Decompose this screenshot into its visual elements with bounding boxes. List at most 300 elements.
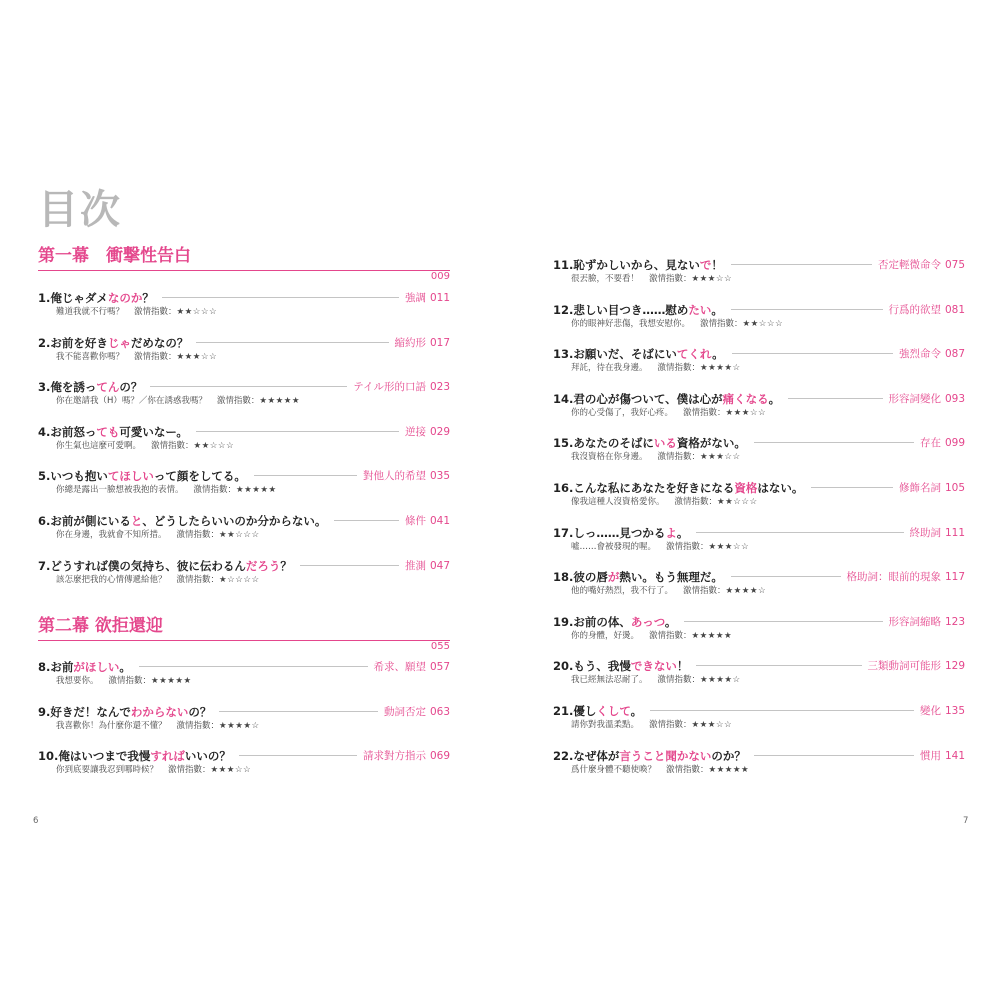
entry-title-highlight: ても <box>96 424 120 439</box>
entry-rating-stars: ★★☆☆☆ <box>742 318 784 329</box>
entry-title-highlight: てくれ <box>676 347 713 362</box>
toc-entry[interactable] <box>38 377 450 413</box>
entry-title <box>38 466 246 486</box>
entry-title <box>38 511 326 531</box>
toc-entry[interactable] <box>553 478 965 514</box>
chapter-rule <box>38 640 450 641</box>
entry-translation: 你總是露出一臉想被我抱的表情。 <box>56 485 184 496</box>
entry-page-number: 063 <box>429 705 450 718</box>
toc-entry[interactable] <box>553 656 965 692</box>
entry-title-text: いつも抱い <box>50 469 108 484</box>
entry-rating-label: 激情指數： <box>176 530 220 540</box>
entry-page-number: 023 <box>429 381 450 394</box>
entry-title <box>553 523 688 543</box>
entry-title <box>38 556 292 576</box>
entry-title-text: お前の体、 <box>573 614 631 629</box>
chapter-page-number: 009 <box>430 271 450 282</box>
entry-title-text: お前 <box>50 660 74 674</box>
entry-title-text: 俺はいつまで我慢 <box>58 749 151 764</box>
entry-title-highlight: わからない <box>130 704 189 719</box>
entry-leader-line <box>139 666 368 667</box>
entry-leader-line <box>788 398 883 399</box>
entry-translation: 該怎麼把我的心情傳遞給他？ <box>56 574 167 585</box>
entry-title-text: だめなの？ <box>130 335 189 350</box>
entry-subline <box>571 719 732 732</box>
entry-title-text: 俺を誘っ <box>50 380 97 395</box>
entry-subline <box>56 395 300 408</box>
entry-subline <box>571 451 741 464</box>
entry-grammar-point: 動詞否定 <box>384 705 426 718</box>
entry-rating-stars: ★★☆☆☆ <box>193 440 235 451</box>
entry-rating-stars: ★★★★★ <box>259 396 301 407</box>
toc-entry-main <box>553 612 965 632</box>
entry-rating-stars: ★★★★☆ <box>700 675 741 686</box>
entry-rating-label: 激情指數： <box>683 407 726 418</box>
entry-leader-line <box>650 710 914 711</box>
toc-entry[interactable] <box>553 567 965 603</box>
toc-entry[interactable] <box>553 701 965 737</box>
toc-entry[interactable] <box>38 288 450 324</box>
entry-title-text: の？ <box>119 380 143 395</box>
entry-page-number: 141 <box>944 749 965 762</box>
entry-page-number: 081 <box>944 303 965 316</box>
entry-title-text: いいの？ <box>184 749 231 764</box>
entry-title-text: 可愛いなー。 <box>119 424 188 439</box>
entry-subline <box>571 630 732 643</box>
entry-title-text: のか？ <box>711 748 746 763</box>
entry-number: 13. <box>553 347 574 362</box>
entry-number: 4. <box>38 424 51 439</box>
entry-title <box>38 333 188 353</box>
entry-title <box>553 746 746 766</box>
entry-title-highlight: がほしい <box>73 660 120 674</box>
entry-grammar-point: 請求對方指示 <box>363 750 426 763</box>
entry-subline <box>56 306 217 319</box>
entry-title-highlight: 痛くなる <box>722 391 769 406</box>
entry-leader-line <box>300 565 399 566</box>
entry-translation: 難道我就不行嗎？ <box>56 307 125 317</box>
toc-entry-main <box>38 333 450 353</box>
entry-translation: 請你對我溫柔點。 <box>571 720 640 730</box>
entry-rating-label: 激情指數： <box>216 396 260 407</box>
entry-rating-stars: ★★★★☆ <box>700 363 741 374</box>
entry-title <box>553 344 724 364</box>
entry-title-text: の？ <box>188 704 212 719</box>
entry-page-number: 093 <box>944 392 965 405</box>
entry-rating-stars: ★☆☆☆☆ <box>219 574 260 585</box>
entry-rating-label: 激情指數： <box>657 675 701 686</box>
entry-leader-line <box>731 576 841 577</box>
entry-rating-label: 激情指數： <box>683 586 726 597</box>
entry-subline <box>56 351 217 364</box>
entry-title-text: 優し <box>573 704 597 718</box>
entry-subline <box>571 362 741 375</box>
toc-entry-main <box>553 255 965 275</box>
entry-title-highlight: じゃ <box>107 335 131 350</box>
entry-title-text: ！ <box>711 258 723 272</box>
entry-leader-line <box>254 475 357 476</box>
toc-entry-main <box>553 478 965 498</box>
entry-leader-line <box>696 532 904 533</box>
entry-title-highlight: 言うこと聞かない <box>619 748 712 763</box>
entry-title <box>553 656 688 676</box>
entry-subline <box>571 541 749 554</box>
toc-entry[interactable] <box>38 511 450 547</box>
entry-translation: 很丟臉，不要看！ <box>571 274 640 284</box>
entry-title-text: 君の心が傷ついて、僕は心が <box>573 391 723 406</box>
toc-entry-main <box>553 344 965 364</box>
entry-rating-label: 激情指數： <box>649 720 692 730</box>
entry-page-number: 087 <box>944 348 965 361</box>
entry-translation: 我沒資格在你身邊。 <box>571 452 648 463</box>
entry-title-text: ！ <box>676 659 689 674</box>
entry-number: 21. <box>553 704 574 718</box>
entry-title <box>553 612 676 632</box>
entry-translation: 我不能喜歡你嗎？ <box>56 351 125 362</box>
entry-title-highlight: だろう <box>245 558 281 573</box>
entry-rating-label: 激情指數： <box>193 485 237 496</box>
entry-rating-label: 激情指數： <box>176 720 220 731</box>
entry-translation: 你到底要讓我忍到哪時候？ <box>56 765 159 776</box>
entry-title-text: 恥ずかしいから、見ない <box>573 258 700 272</box>
toc-entry-main <box>553 389 965 409</box>
entry-title <box>553 478 803 498</box>
entry-title-text: って顔をしてる。 <box>153 469 246 484</box>
entry-rating-label: 激情指數： <box>151 440 194 451</box>
entry-number: 6. <box>38 514 51 528</box>
entry-leader-line <box>239 755 357 756</box>
entry-title-highlight: てん <box>96 380 120 395</box>
entry-rating-stars: ★★★★★ <box>236 485 277 496</box>
entry-translation: 他的嘴好熱烈，我不行了。 <box>571 586 674 597</box>
entry-number: 18. <box>553 570 574 585</box>
entry-grammar-point: 存在 <box>920 437 941 450</box>
entry-title <box>38 746 231 766</box>
toc-entry[interactable] <box>553 344 965 380</box>
toc-entry-main <box>38 657 450 677</box>
entry-page-number: 069 <box>429 750 450 763</box>
entry-translation: 你在邀請我（H）嗎？／你在誘惑我嗎？ <box>56 396 207 407</box>
entry-subline <box>571 318 783 331</box>
toc-entry-main <box>38 466 450 486</box>
entry-rating-label: 激情指數： <box>666 541 709 552</box>
entry-page-number: 011 <box>429 292 450 304</box>
entry-leader-line <box>811 487 893 488</box>
entry-number: 8. <box>38 660 51 674</box>
entry-title-text: 。 <box>630 704 643 718</box>
entry-grammar-point: 形容詞變化 <box>888 392 941 405</box>
entry-number: 10. <box>38 749 59 764</box>
entry-translation: 你在身邊，我就會不知所措。 <box>56 530 167 540</box>
toc-entry[interactable] <box>553 612 965 648</box>
entry-number: 3. <box>38 380 51 395</box>
chapter-title: 第二幕 欲拒還迎 <box>38 616 163 636</box>
entry-title-highlight: いる <box>653 436 677 451</box>
entry-rating-label: 激情指數： <box>649 274 692 284</box>
entry-number: 19. <box>553 614 574 629</box>
toc-entry[interactable] <box>553 389 965 425</box>
entry-leader-line <box>731 309 883 310</box>
entry-rating-label: 激情指數： <box>700 318 743 329</box>
entry-page-number: 035 <box>429 470 450 483</box>
entry-page-number: 041 <box>429 515 450 527</box>
entry-rating-stars: ★★★★☆ <box>219 720 260 731</box>
entry-subline <box>571 496 758 509</box>
entry-grammar-point: 變化 <box>920 705 941 717</box>
page-title: 目次 <box>38 187 122 233</box>
entry-page-number: 135 <box>944 705 965 717</box>
page-number-left: 6 <box>33 816 39 826</box>
toc-entry[interactable] <box>553 433 965 469</box>
entry-title-text: 。 <box>711 302 723 317</box>
entry-title-text: 。 <box>676 525 689 540</box>
entry-title-text: どうすれば僕の気持ち、彼に伝わるん <box>50 558 246 573</box>
entry-title-text: 資格がない。 <box>676 436 746 451</box>
entry-title-text: はない。 <box>757 481 804 495</box>
entry-number: 1. <box>38 291 51 305</box>
entry-number: 2. <box>38 335 51 350</box>
entry-leader-line <box>754 442 914 443</box>
entry-title-highlight: 資格 <box>734 481 758 495</box>
entry-grammar-point: 三類動詞可能形 <box>867 660 941 673</box>
entry-title <box>38 377 142 397</box>
entry-title <box>38 288 154 308</box>
entry-title-highlight: たい <box>688 302 712 317</box>
entry-rating-stars: ★★★☆☆ <box>210 765 252 776</box>
entry-subline <box>56 720 260 733</box>
entry-grammar-point: テイル形的口語 <box>353 381 426 394</box>
entry-grammar-point: 格助詞：眼前的現象 <box>846 571 941 584</box>
entry-subline <box>571 585 766 598</box>
entry-title <box>553 389 780 409</box>
toc-entry-main <box>38 288 450 308</box>
entry-page-number: 057 <box>429 661 450 673</box>
entry-title-text: 。 <box>664 614 677 629</box>
entry-title-highlight: が <box>607 570 620 585</box>
entry-title-text: 。 <box>712 347 724 362</box>
entry-rating-stars: ★★★☆☆ <box>176 351 218 362</box>
entry-rating-label: 激情指數： <box>134 307 177 317</box>
entry-translation: 我喜歡你！為什麼你還不懂？ <box>56 720 167 731</box>
entry-subline <box>56 764 251 777</box>
entry-title-text: こんな私にあなたを好きになる <box>573 481 735 495</box>
entry-rating-label: 激情指數： <box>657 452 701 463</box>
entry-title-text: ？ <box>280 558 292 573</box>
entry-title-text: しっ……見つかる <box>573 525 666 540</box>
toc-entry-main <box>553 746 965 766</box>
entry-rating-stars: ★★★★☆ <box>725 586 767 597</box>
entry-leader-line <box>150 386 347 387</box>
chapter-heading <box>38 616 450 652</box>
entry-number: 22. <box>553 748 574 763</box>
entry-number: 5. <box>38 469 51 484</box>
entry-title-highlight: なのか <box>107 291 143 305</box>
entry-title-text: 熱い。もう無理だ。 <box>619 570 723 585</box>
toc-entry-main <box>553 300 965 320</box>
entry-rating-stars: ★★★☆☆ <box>700 452 741 463</box>
entry-grammar-point: 縮約形 <box>394 336 426 349</box>
toc-entry[interactable] <box>38 702 450 738</box>
entry-grammar-point: 條件 <box>405 515 426 527</box>
entry-rating-label: 激情指數： <box>108 676 152 686</box>
entry-subline <box>571 764 749 777</box>
entry-title-text: お願いだ、そばにい <box>573 347 677 362</box>
entry-title-text: お前が側にいる <box>50 514 131 528</box>
entry-translation: 噓……會被發現的喔。 <box>571 541 657 552</box>
entry-page-number: 129 <box>944 660 965 673</box>
entry-subline <box>571 407 766 420</box>
toc-entry[interactable] <box>553 523 965 559</box>
entry-title-text: 悲しい目つき……慰め <box>573 302 689 317</box>
entry-title-highlight: できない <box>630 659 677 674</box>
entry-page-number: 111 <box>944 526 965 539</box>
entry-subline <box>56 675 192 688</box>
entry-title <box>553 701 642 721</box>
entry-subline <box>56 574 260 587</box>
entry-rating-label: 激情指數： <box>168 765 211 776</box>
entry-rating-label: 激情指數： <box>176 574 220 585</box>
toc-entry-main <box>38 556 450 576</box>
entry-title-highlight: すれば <box>150 749 185 764</box>
entry-title-highlight: あっつ <box>630 614 665 629</box>
chapter-heading <box>38 246 450 282</box>
entry-title <box>38 702 211 722</box>
entry-rating-stars: ★★★☆☆ <box>691 274 733 284</box>
entry-page-number: 099 <box>944 437 965 450</box>
entry-translation: 我已經無法忍耐了。 <box>571 675 648 686</box>
chapter-title: 第一幕 衝撃性告白 <box>38 246 191 266</box>
entry-leader-line <box>196 431 399 432</box>
entry-title-highlight: くして <box>596 704 631 718</box>
entry-translation: 你生氣也這麼可愛啊。 <box>56 440 142 451</box>
entry-title-text: 好きだ！なんで <box>50 704 131 719</box>
toc-entry-main <box>38 511 450 531</box>
entry-rating-stars: ★★★★★ <box>708 764 750 775</box>
entry-rating-stars: ★★☆☆☆ <box>219 530 260 540</box>
entry-page-number: 047 <box>429 559 450 572</box>
entry-translation: 你的心受傷了，我好心疼。 <box>571 407 674 418</box>
entry-rating-stars: ★★★★★ <box>691 630 733 641</box>
entry-page-number: 123 <box>944 615 965 628</box>
entry-grammar-point: 否定輕微命令 <box>878 259 941 271</box>
entry-title-highlight: で <box>699 258 712 272</box>
toc-entry[interactable] <box>38 556 450 592</box>
entry-page-number: 017 <box>429 336 450 349</box>
entry-translation: 像我這種人沒資格愛你。 <box>571 497 665 507</box>
entry-title <box>553 300 723 320</box>
entry-leader-line <box>684 621 883 622</box>
entry-rating-label: 激情指數： <box>674 497 718 507</box>
entry-title-text: お前怒っ <box>50 424 97 439</box>
entry-translation: 爲什麼身體不聽使喚？ <box>571 764 657 775</box>
entry-number: 9. <box>38 704 51 719</box>
entry-number: 20. <box>553 659 574 674</box>
entry-title-text: お前を好き <box>50 335 108 350</box>
entry-translation: 我想要你。 <box>56 676 99 686</box>
entry-title-text: あなたのそばに <box>573 436 654 451</box>
entry-rating-stars: ★★★☆☆ <box>725 407 767 418</box>
toc-entry[interactable] <box>38 466 450 502</box>
entry-page-number: 029 <box>429 425 450 438</box>
entry-leader-line <box>162 297 399 298</box>
entry-number: 12. <box>553 302 574 317</box>
page-number-right: 7 <box>963 816 969 826</box>
entry-rating-stars: ★★★★★ <box>151 676 192 686</box>
entry-translation: 拜託，待在我身邊。 <box>571 363 648 374</box>
entry-page-number: 105 <box>944 482 965 494</box>
toc-entry-main <box>38 422 450 442</box>
entry-grammar-point: 逆接 <box>405 425 426 438</box>
entry-translation: 你的眼神好悲傷，我想安慰你。 <box>571 318 691 329</box>
toc-entry[interactable] <box>553 255 965 291</box>
toc-entry-main <box>38 746 450 766</box>
entry-page-number: 117 <box>944 571 965 584</box>
entry-title-text: 彼の唇 <box>573 570 608 585</box>
entry-leader-line <box>219 711 378 712</box>
entry-leader-line <box>731 264 872 265</box>
entry-rating-label: 激情指數： <box>649 630 692 641</box>
entry-page-number: 075 <box>944 259 965 271</box>
toc-entry[interactable] <box>38 746 450 782</box>
entry-grammar-point: 慣用 <box>920 749 941 762</box>
toc-entry-main <box>38 377 450 397</box>
entry-rating-label: 激情指數： <box>657 363 701 374</box>
entry-title-text: 。 <box>119 660 131 674</box>
entry-subline <box>571 273 732 286</box>
entry-number: 16. <box>553 481 574 495</box>
toc-entry-main <box>38 702 450 722</box>
entry-title <box>38 422 188 442</box>
entry-number: 15. <box>553 436 574 451</box>
entry-title-text: 俺じゃダメ <box>50 291 108 305</box>
entry-grammar-point: 行爲的欲望 <box>888 303 941 316</box>
entry-grammar-point: 強烈命令 <box>899 348 941 361</box>
entry-rating-label: 激情指數： <box>134 351 177 362</box>
entry-grammar-point: 形容詞縮略 <box>888 615 941 628</box>
entry-title <box>553 567 723 587</box>
toc-entry[interactable] <box>553 300 965 336</box>
entry-grammar-point: 終助詞 <box>909 526 941 539</box>
entry-title-highlight: よ <box>665 525 677 540</box>
entry-title-highlight: と <box>130 514 143 528</box>
toc-entry-main <box>553 523 965 543</box>
entry-subline <box>56 529 260 542</box>
entry-number: 7. <box>38 558 51 573</box>
toc-entry[interactable] <box>38 333 450 369</box>
entry-number: 14. <box>553 391 574 406</box>
entry-grammar-point: 修飾名詞 <box>899 482 941 494</box>
entry-title-text: 。 <box>768 391 781 406</box>
entry-rating-stars: ★★☆☆☆ <box>717 497 758 507</box>
toc-entry-main <box>553 433 965 453</box>
entry-title-text: もう、我慢 <box>573 659 631 674</box>
entry-number: 17. <box>553 525 574 540</box>
entry-subline <box>56 440 234 453</box>
entry-rating-stars: ★★★☆☆ <box>708 541 750 552</box>
entry-rating-stars: ★★★☆☆ <box>691 720 733 730</box>
entry-grammar-point: 希求、願望 <box>373 661 426 673</box>
toc-entry[interactable] <box>38 422 450 458</box>
toc-entry[interactable] <box>38 657 450 693</box>
entry-subline <box>56 484 277 497</box>
entry-title <box>38 657 131 677</box>
toc-entry[interactable] <box>553 746 965 782</box>
toc-entry-main <box>553 656 965 676</box>
entry-grammar-point: 對他人的希望 <box>363 470 426 483</box>
entry-leader-line <box>732 353 893 354</box>
entry-title <box>553 255 723 275</box>
entry-title-highlight: てほしい <box>107 469 154 484</box>
